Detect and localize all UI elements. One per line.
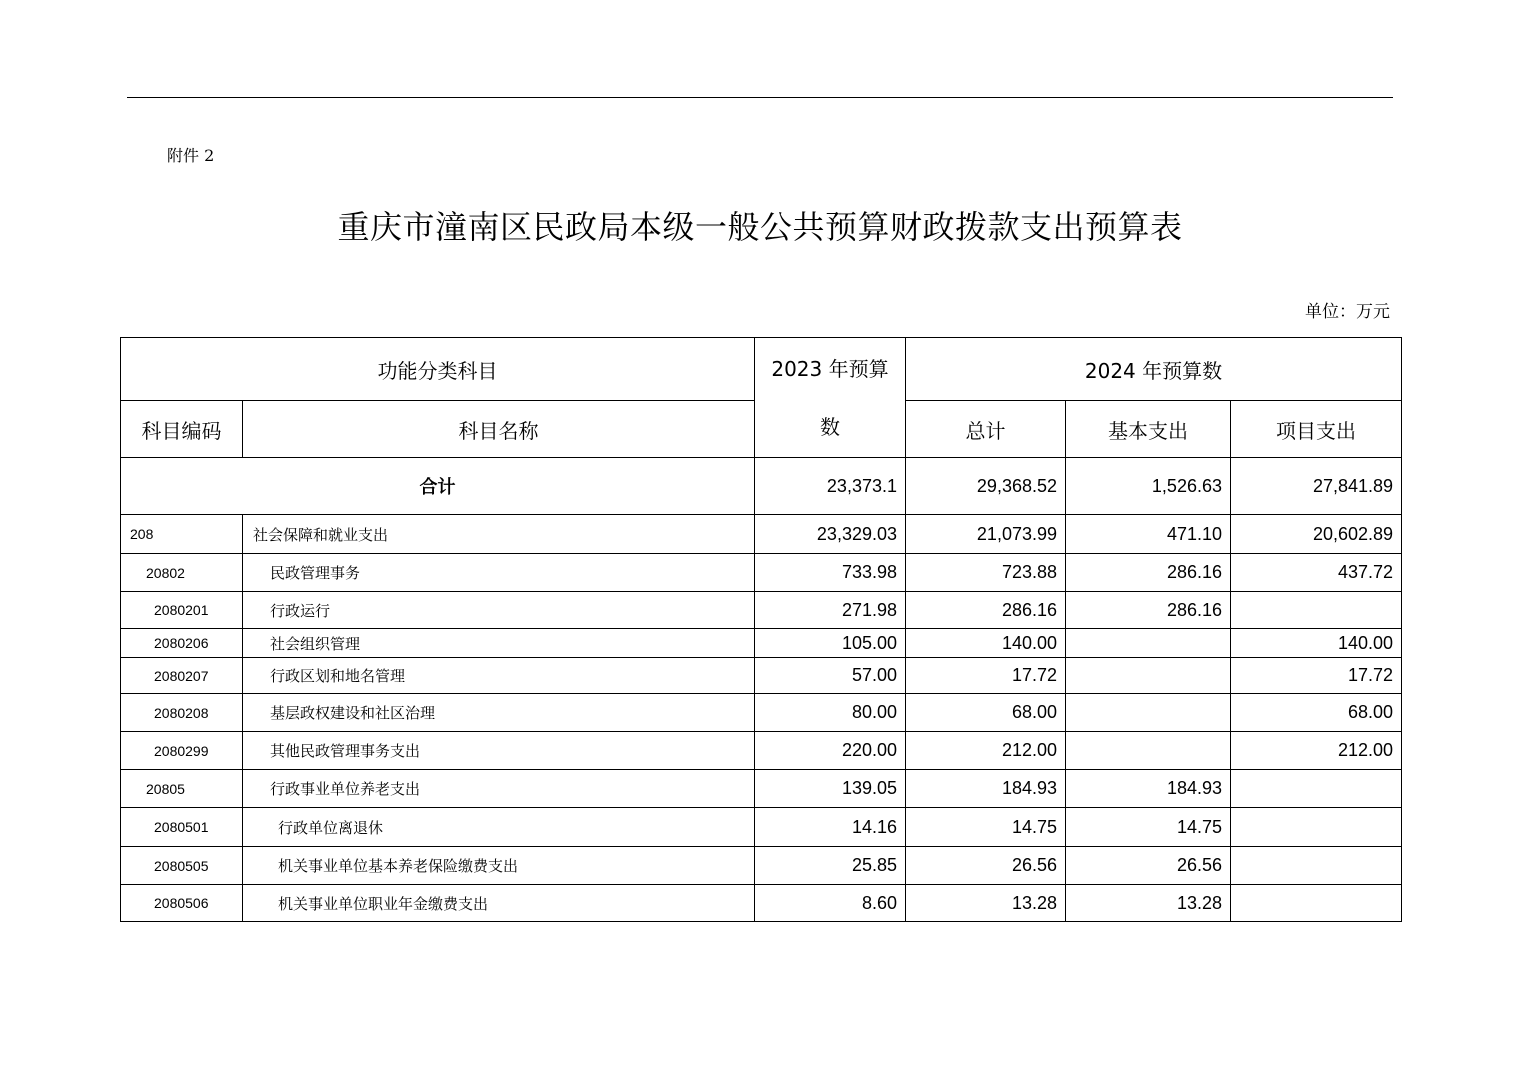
project-expense-cell: 212.00: [1231, 732, 1402, 770]
subject-name-cell: 社会保障和就业支出: [243, 515, 755, 554]
subject-code-cell: 20802: [121, 554, 243, 592]
table-row: [121, 808, 1402, 847]
header-project-expense: 项目支出: [1231, 401, 1402, 458]
unit-label: 单位：万元: [1305, 302, 1390, 322]
subject-name-cell: 行政运行: [243, 592, 755, 629]
subject-name-cell: 行政事业单位养老支出: [243, 770, 755, 808]
header-total: 总计: [906, 401, 1066, 458]
subject-name-cell: 其他民政管理事务支出: [243, 732, 755, 770]
subject-code-cell: 2080208: [121, 694, 243, 732]
header-row-1: [121, 338, 1402, 401]
total-cell: 140.00: [906, 629, 1066, 658]
header-budget-2023-line1: 2023 年预算: [771, 356, 889, 381]
subject-code-cell: 2080299: [121, 732, 243, 770]
project-expense-cell: [1231, 770, 1402, 808]
budget-2023-cell: 220.00: [755, 732, 906, 770]
table-row: [121, 732, 1402, 770]
total-cell: 212.00: [906, 732, 1066, 770]
subject-name-cell: 基层政权建设和社区治理: [243, 694, 755, 732]
basic-expense-cell: 286.16: [1066, 592, 1231, 629]
page-title: 重庆市潼南区民政局本级一般公共预算财政拨款支出预算表: [337, 208, 1183, 246]
subject-name-cell: 行政单位离退休: [243, 808, 755, 847]
budget-2023-cell: 271.98: [755, 592, 906, 629]
subject-name-cell: 机关事业单位职业年金缴费支出: [243, 885, 755, 922]
attachment-label: 附件 2: [167, 146, 215, 165]
subject-code-cell: 2080506: [121, 885, 243, 922]
project-expense-cell: [1231, 847, 1402, 885]
total-cell: 286.16: [906, 592, 1066, 629]
basic-expense-cell: [1066, 694, 1231, 732]
header-subject-code: 科目编码: [121, 401, 243, 458]
subject-name-cell: 民政管理事务: [243, 554, 755, 592]
table-row: [121, 847, 1402, 885]
total-label: 合计: [121, 458, 755, 515]
budget-2023-cell: 105.00: [755, 629, 906, 658]
table-row: [121, 592, 1402, 629]
project-expense-cell: [1231, 808, 1402, 847]
subject-code-cell: 2080207: [121, 658, 243, 694]
subject-code-cell: 2080206: [121, 629, 243, 658]
project-expense-cell: 68.00: [1231, 694, 1402, 732]
total-basic: 1,526.63: [1066, 458, 1231, 515]
basic-expense-cell: [1066, 658, 1231, 694]
header-functional-category: 功能分类科目: [121, 338, 755, 401]
budget-2023-cell: 139.05: [755, 770, 906, 808]
project-expense-cell: 437.72: [1231, 554, 1402, 592]
total-total: 29,368.52: [906, 458, 1066, 515]
budget-2023-cell: 733.98: [755, 554, 906, 592]
header-subject-name: 科目名称: [243, 401, 755, 458]
table-row: [121, 885, 1402, 922]
total-cell: 26.56: [906, 847, 1066, 885]
project-expense-cell: 17.72: [1231, 658, 1402, 694]
subject-name-cell: 社会组织管理: [243, 629, 755, 658]
basic-expense-cell: 471.10: [1066, 515, 1231, 554]
project-expense-cell: 20,602.89: [1231, 515, 1402, 554]
total-row: [121, 458, 1402, 515]
basic-expense-cell: 26.56: [1066, 847, 1231, 885]
basic-expense-cell: 13.28: [1066, 885, 1231, 922]
subject-code-cell: 2080201: [121, 592, 243, 629]
total-cell: 184.93: [906, 770, 1066, 808]
total-cell: 723.88: [906, 554, 1066, 592]
total-cell: 17.72: [906, 658, 1066, 694]
table-row: [121, 629, 1402, 658]
table-row: [121, 694, 1402, 732]
table-row: [121, 515, 1402, 554]
subject-code-cell: 20805: [121, 770, 243, 808]
project-expense-cell: 140.00: [1231, 629, 1402, 658]
basic-expense-cell: 286.16: [1066, 554, 1231, 592]
total-cell: 21,073.99: [906, 515, 1066, 554]
project-expense-cell: [1231, 885, 1402, 922]
total-cell: 68.00: [906, 694, 1066, 732]
budget-2023-cell: 25.85: [755, 847, 906, 885]
basic-expense-cell: 14.75: [1066, 808, 1231, 847]
top-rule: [127, 97, 1393, 98]
subject-code-cell: 2080505: [121, 847, 243, 885]
budget-table: [120, 337, 1402, 922]
budget-2023-cell: 80.00: [755, 694, 906, 732]
total-cell: 13.28: [906, 885, 1066, 922]
basic-expense-cell: [1066, 732, 1231, 770]
total-project: 27,841.89: [1231, 458, 1402, 515]
budget-2023-cell: 23,329.03: [755, 515, 906, 554]
budget-2023-cell: 8.60: [755, 885, 906, 922]
header-budget-2023-line2: 数: [820, 414, 840, 439]
subject-code-cell: 2080501: [121, 808, 243, 847]
project-expense-cell: [1231, 592, 1402, 629]
header-budget-2023: [755, 338, 906, 458]
budget-2023-cell: 57.00: [755, 658, 906, 694]
budget-2023-cell: 14.16: [755, 808, 906, 847]
table-row: [121, 658, 1402, 694]
header-budget-2024: 2024 年预算数: [906, 338, 1402, 401]
subject-name-cell: 行政区划和地名管理: [243, 658, 755, 694]
subject-name-cell: 机关事业单位基本养老保险缴费支出: [243, 847, 755, 885]
total-budget-2023: 23,373.1: [755, 458, 906, 515]
basic-expense-cell: [1066, 629, 1231, 658]
table-row: [121, 770, 1402, 808]
header-basic-expense: 基本支出: [1066, 401, 1231, 458]
basic-expense-cell: 184.93: [1066, 770, 1231, 808]
subject-code-cell: 208: [121, 515, 243, 554]
total-cell: 14.75: [906, 808, 1066, 847]
table-row: [121, 554, 1402, 592]
